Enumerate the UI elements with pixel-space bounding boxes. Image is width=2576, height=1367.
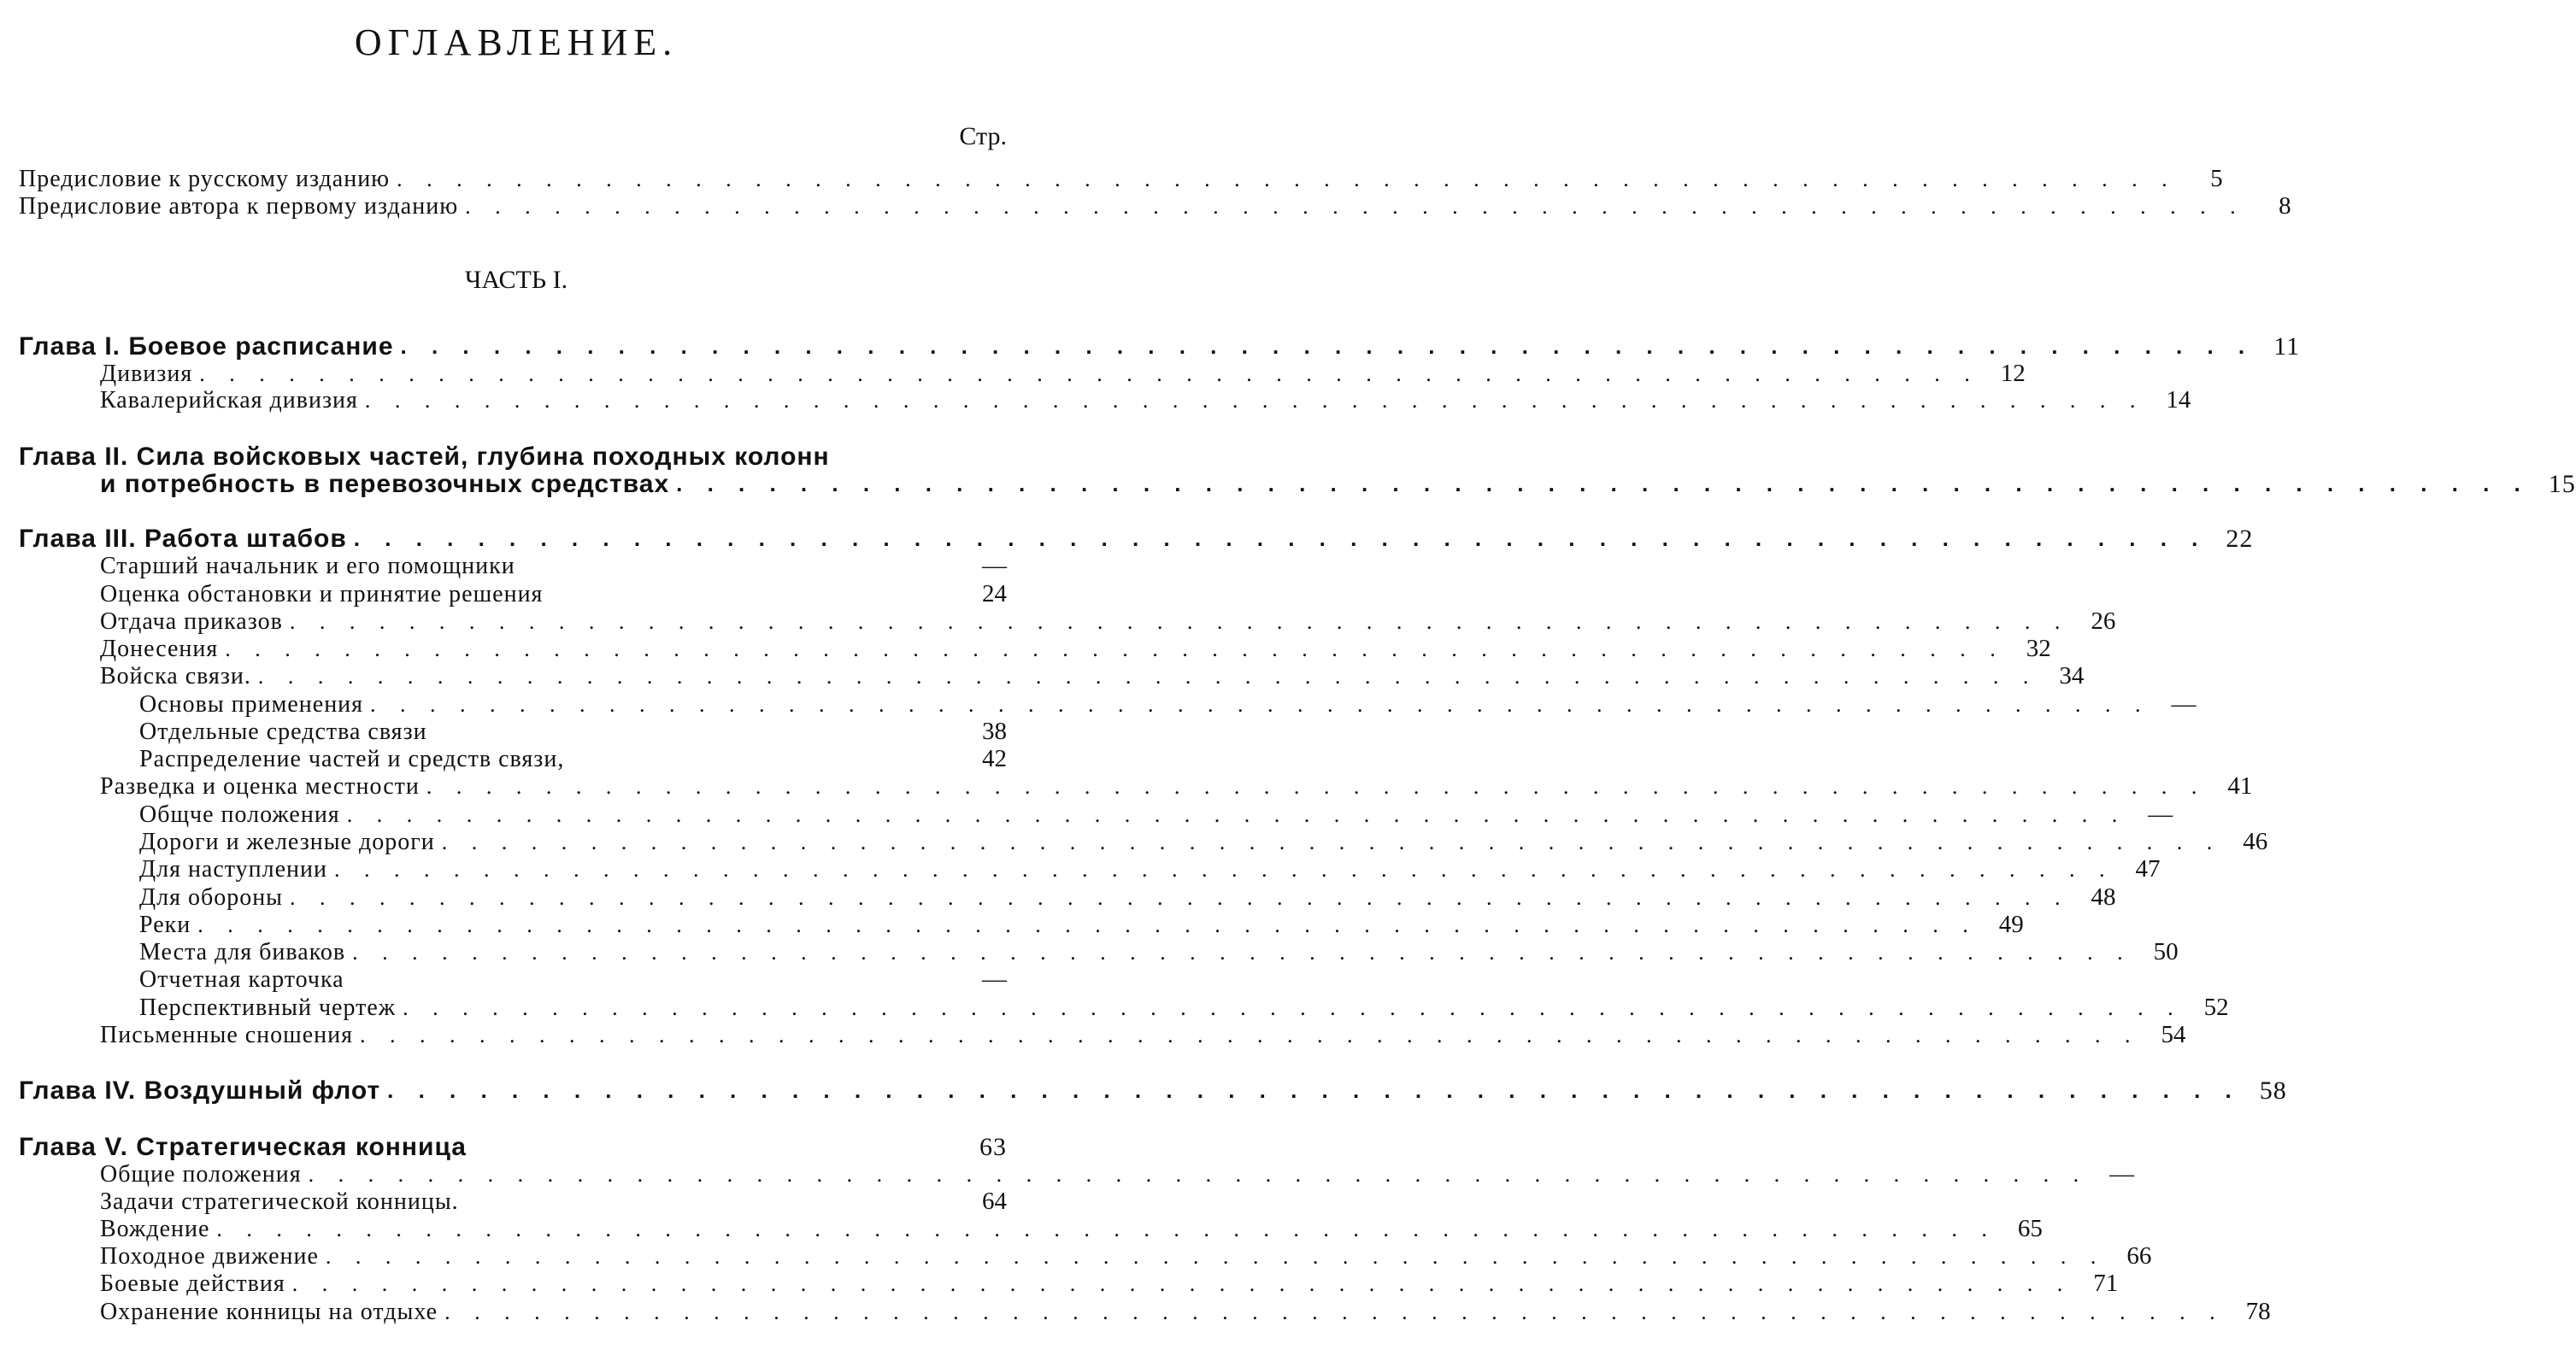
- toc-chapter-label: Глава IV. Воздушный флот: [19, 1077, 381, 1105]
- dot-leader: . . . . . . . . . . . . . . . . . . . . . . . . . . . . . . . . . . . . . . . . . . . . . . . . . . . . . . . . . . . .: [360, 1023, 2140, 1047]
- dot-leader: . . . . . . . . . . . . . . . . . . . . . . . . . . . . . . . . . . . . . . . . . . . . . . . . . . . . . . . . . . . .: [225, 637, 2005, 661]
- toc-entry: [139, 911, 2024, 939]
- toc-entry-page: 34: [2059, 662, 2085, 689]
- toc-chapter: [19, 1133, 1007, 1161]
- dot-leader: . . . . . . . . . . . . . . . . . . . . . . . . . . . . . . . . . . . . . . . . . . . . . . . . . . . . . . . . . . . .: [308, 1162, 2089, 1187]
- toc-entry: [19, 192, 2291, 220]
- toc-entry: [139, 828, 2268, 856]
- dot-leader: . . . . . . . . . . . . . . . . . . . . . . . . . . . . . . . . . . . . . . . . . . . . . . . . . . . . . . . . . . . .: [426, 774, 2207, 799]
- dot-leader: . . . . . . . . . . . . . . . . . . . . . . . . . . . . . . . . . . . . . . . . . . . . . . . . . . . . . . . . . . . .: [387, 1077, 2241, 1103]
- toc-entry: [100, 1242, 2152, 1270]
- dot-leader: . . . . . . . . . . . . . . . . . . . . . . . . . . . . . . . . . . . . . . . . . . . . . . . . . . . . . . . . . . . .: [444, 1300, 2225, 1324]
- dot-leader: . . . . . . . . . . . . . . . . . . . . . . . . . . . . . . . . . . . . . . . . . . . . . . . . . . . . . . . . . . . .: [403, 995, 2183, 1020]
- toc-entry-page: 38: [982, 718, 1007, 745]
- toc-entry: [100, 662, 2085, 690]
- toc-entry: [139, 855, 2161, 883]
- toc-entry: [100, 1298, 2271, 1326]
- toc-entry-label: Отчетная карточка: [139, 966, 344, 993]
- toc-entry-page: —: [982, 965, 1007, 993]
- page-column-label: Стр.: [959, 122, 1007, 150]
- toc-entry-page: 24: [982, 580, 1007, 607]
- toc-entry-label: Разведка и оценка местности: [100, 773, 420, 800]
- toc-entry-page: 26: [2091, 607, 2116, 635]
- toc-entry: [139, 994, 2229, 1022]
- toc-chapter: [19, 443, 1007, 471]
- dot-leader: . . . . . . . . . . . . . . . . . . . . . . . . . . . . . . . . . . . . . . . . . . . . . . . . . . . . . . . . . . . .: [216, 1217, 1997, 1241]
- toc-entry-label: Старший начальник и его помощники: [100, 553, 515, 579]
- toc-entry-page: 63: [979, 1133, 1007, 1161]
- toc-entry-page: 15: [2548, 470, 2576, 498]
- dot-leader: . . . . . . . . . . . . . . . . . . . . . . . . . . . . . . . . . . . . . . . . . . . . . . . . . . . . . . . . . . . .: [465, 194, 2245, 219]
- toc-entry: [100, 1160, 2135, 1188]
- dot-leader: . . . . . . . . . . . . . . . . . . . . . . . . . . . . . . . . . . . . . . . . . . . . . . . . . . . . . . . . . . . .: [334, 857, 2114, 882]
- toc-entry-page: 8: [2279, 192, 2291, 220]
- toc-entry-page: 78: [2245, 1298, 2271, 1325]
- toc-entry-label: Для обороны: [139, 884, 283, 911]
- toc-entry: [100, 1188, 1007, 1216]
- dot-leader: . . . . . . . . . . . . . . . . . . . . . . . . . . . . . . . . . . . . . . . . . . . . . . . . . . . . . . . . . . . .: [353, 525, 2208, 551]
- toc-entry-page: 46: [2243, 828, 2268, 855]
- toc-entry-label: Кавалерийская дивизия: [100, 387, 358, 414]
- dot-leader: . . . . . . . . . . . . . . . . . . . . . . . . . . . . . . . . . . . . . . . . . . . . . . . . . . . . . . . . . . . .: [364, 388, 2145, 413]
- toc-entry-label: Для наступлении: [139, 856, 327, 883]
- toc-entry: [100, 360, 2026, 388]
- toc-entry-page: 5: [2210, 165, 2223, 192]
- toc-entry-label: Дивизия: [100, 361, 193, 387]
- toc-chapter-label: Глава I. Боевое расписание: [19, 332, 394, 361]
- toc-entry: [100, 1270, 2119, 1298]
- toc-entry: [19, 165, 2223, 193]
- dot-leader: . . . . . . . . . . . . . . . . . . . . . . . . . . . . . . . . . . . . . . . . . . . . . . . . . . . . . . . . . . . .: [291, 1271, 2073, 1296]
- toc-entry-label: Реки: [139, 912, 191, 938]
- toc-entry-label: Основы применения: [139, 691, 364, 718]
- toc-entry-page: 22: [2226, 525, 2254, 553]
- toc-entry: [139, 718, 1007, 746]
- toc-entry-page: 32: [2026, 635, 2051, 662]
- dot-leader: . . . . . . . . . . . . . . . . . . . . . . . . . . . . . . . . . . . . . . . . . . . . . . . . . . . . . . . . . . . .: [325, 1244, 2106, 1269]
- toc-entry-label: Места для биваков: [139, 939, 346, 965]
- toc-entry-page: 12: [2000, 360, 2026, 387]
- toc-entry-page: 47: [2135, 855, 2161, 883]
- toc-entry-label: Охранение конницы на отдыхе: [100, 1299, 438, 1325]
- toc-entry: [100, 607, 2116, 636]
- toc-entry-page: 41: [2227, 772, 2253, 800]
- dot-leader: . . . . . . . . . . . . . . . . . . . . . . . . . . . . . . . . . . . . . . . . . . . . . . . . . . . . . . . . . . . .: [199, 361, 1979, 386]
- toc-entry-page: 54: [2161, 1021, 2186, 1048]
- toc-chapter-label: и потребность в перевозочных средствах: [100, 470, 670, 498]
- dot-leader: . . . . . . . . . . . . . . . . . . . . . . . . . . . . . . . . . . . . . . . . . . . . . . . . . . . . . . . . . . . .: [289, 609, 2070, 634]
- toc-entry-label: Письменные сношения: [100, 1022, 354, 1048]
- toc-entry-page: 58: [2259, 1077, 2287, 1105]
- toc-entry: [100, 772, 2253, 801]
- toc-entry-page: 49: [1998, 911, 2024, 938]
- toc-entry-label: Распределение частей и средств связи,: [139, 746, 565, 772]
- toc-entry-page: 65: [2017, 1215, 2043, 1242]
- toc-entry-label: Общие положения: [100, 1161, 302, 1188]
- toc-entry: [100, 386, 2191, 414]
- toc-chapter-label: Глава II. Сила войсковых частей, глубина походных колонн: [19, 443, 830, 471]
- toc-entry-label: Боевые действия: [100, 1270, 285, 1297]
- dot-leader: . . . . . . . . . . . . . . . . . . . . . . . . . . . . . . . . . . . . . . . . . . . . . . . . . . . . . . . . . . . .: [346, 802, 2127, 827]
- toc-entry-page: —: [2109, 1160, 2135, 1188]
- toc-entry: [139, 965, 1007, 994]
- toc-entry-label: Отдельные средства связи: [139, 719, 427, 745]
- dot-leader: . . . . . . . . . . . . . . . . . . . . . . . . . . . . . . . . . . . . . . . . . . . . . . . . . . . . . . . . . . . .: [676, 471, 2530, 496]
- toc-entry: [100, 552, 1007, 580]
- toc-entry-page: 64: [982, 1188, 1007, 1215]
- toc-entry: [139, 883, 2116, 912]
- toc-chapter: [19, 525, 2254, 553]
- toc-entry-label: Задачи стратегической конницы.: [100, 1188, 459, 1215]
- toc-entry-page: 42: [982, 745, 1007, 772]
- toc-entry-label: Предисловие к русскому изданию: [19, 166, 391, 192]
- toc-entry: [100, 635, 2051, 663]
- toc-chapter: [19, 1077, 2287, 1105]
- toc-entry-page: 66: [2126, 1242, 2152, 1270]
- toc-entry-page: 52: [2203, 994, 2229, 1021]
- toc-entry: [139, 801, 2173, 829]
- dot-leader: . . . . . . . . . . . . . . . . . . . . . . . . . . . . . . . . . . . . . . . . . . . . . . . . . . . . . . . . . . . .: [370, 692, 2150, 717]
- toc-entry-page: 11: [2273, 332, 2301, 361]
- dot-leader: . . . . . . . . . . . . . . . . . . . . . . . . . . . . . . . . . . . . . . . . . . . . . . . . . . . . . . . . . . . .: [441, 830, 2222, 854]
- toc-entry-label: Перспективный чертеж: [139, 994, 397, 1021]
- toc-entry: [100, 1021, 2186, 1049]
- toc-entry: [100, 580, 1007, 608]
- toc-entry: [139, 938, 2179, 966]
- toc-entry-page: 48: [2091, 883, 2116, 911]
- toc-entry-label: Общче положения: [139, 801, 340, 828]
- toc-entry-label: Донесения: [100, 636, 219, 662]
- toc-entry-page: —: [2171, 690, 2197, 718]
- toc-entry-label: Предисловие автора к первому изданию: [19, 193, 459, 220]
- toc-entry: [139, 745, 1007, 773]
- dot-leader: . . . . . . . . . . . . . . . . . . . . . . . . . . . . . . . . . . . . . . . . . . . . . . . . . . . . . . . . . . . .: [257, 664, 2038, 689]
- toc-chapter-label: Глава III. Работа штабов: [19, 525, 347, 553]
- toc-entry-page: 50: [2153, 938, 2179, 965]
- toc-entry-label: Походное движение: [100, 1243, 319, 1270]
- toc-chapter: [19, 332, 2301, 361]
- dot-leader: . . . . . . . . . . . . . . . . . . . . . . . . . . . . . . . . . . . . . . . . . . . . . . . . . . . . . . . . . . . .: [352, 940, 2132, 965]
- toc-chapter-continuation: [100, 470, 2576, 498]
- toc-entry-page: —: [2148, 801, 2173, 828]
- toc-entry-label: Дороги и железные дороги: [139, 829, 435, 855]
- toc-entry-label: Войска связи.: [100, 663, 251, 689]
- dot-leader: . . . . . . . . . . . . . . . . . . . . . . . . . . . . . . . . . . . . . . . . . . . . . . . . . . . . . . . . . . . .: [197, 912, 1978, 937]
- part-heading: ЧАСТЬ I.: [464, 266, 568, 294]
- toc-entry-page: 71: [2093, 1270, 2119, 1297]
- toc-entry-label: Вождение: [100, 1216, 210, 1242]
- toc-entry: [139, 690, 2197, 719]
- toc-entry-label: Оценка обстановки и принятие решения: [100, 581, 544, 607]
- toc-entry-label: Отдача приказов: [100, 608, 283, 635]
- page-title: ОГЛАВЛЕНИЕ.: [354, 21, 679, 63]
- toc-chapter-label: Глава V. Стратегическая конница: [19, 1133, 467, 1161]
- dot-leader: . . . . . . . . . . . . . . . . . . . . . . . . . . . . . . . . . . . . . . . . . . . . . . . . . . . . . . . . . . . .: [397, 167, 2177, 191]
- toc-entry: [100, 1215, 2043, 1243]
- toc-entry-page: —: [982, 552, 1007, 579]
- dot-leader: . . . . . . . . . . . . . . . . . . . . . . . . . . . . . . . . . . . . . . . . . . . . . . . . . . . . . . . . . . . .: [290, 885, 2070, 910]
- dot-leader: . . . . . . . . . . . . . . . . . . . . . . . . . . . . . . . . . . . . . . . . . . . . . . . . . . . . . . . . . . . .: [400, 333, 2255, 359]
- toc-entry-page: 14: [2166, 386, 2191, 414]
